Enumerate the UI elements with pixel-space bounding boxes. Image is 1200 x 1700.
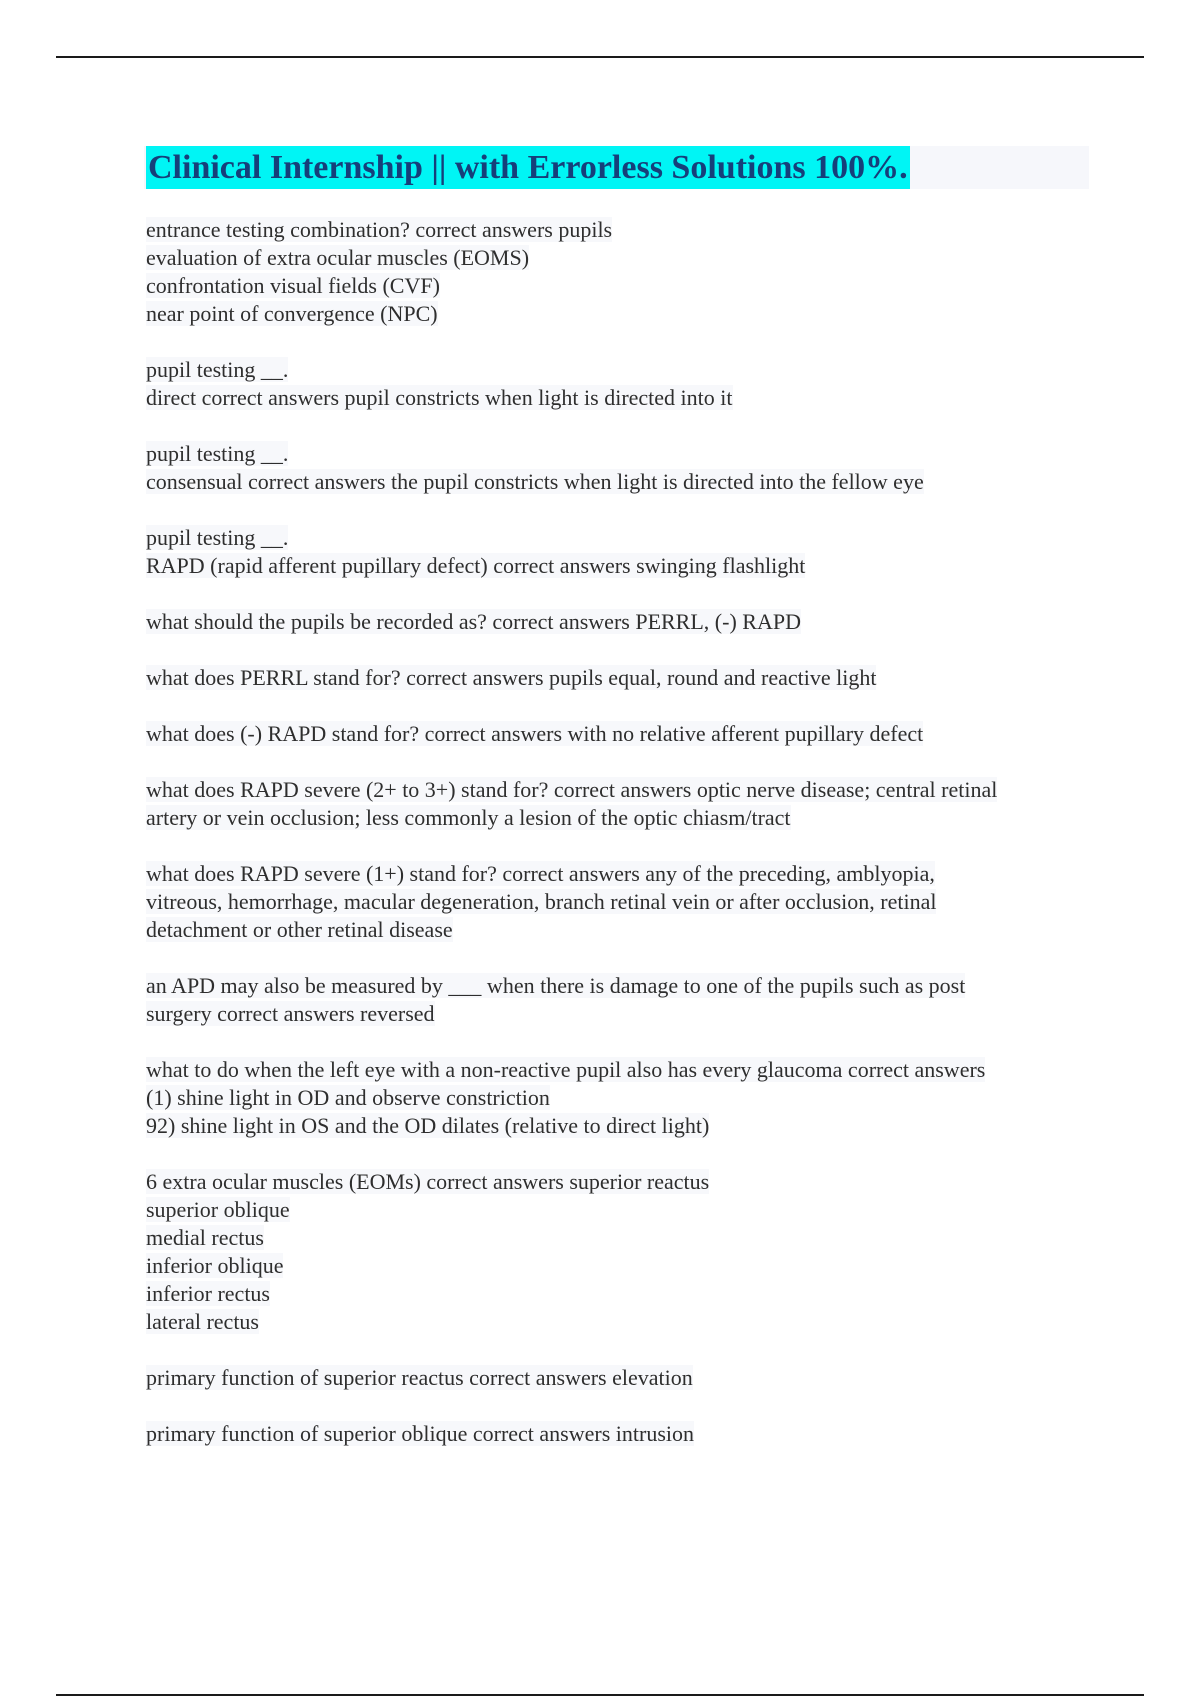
text-line: 92) shine light in OS and the OD dilates (relative to direct light) xyxy=(146,1113,710,1138)
text-line: what does RAPD severe (1+) stand for? correct answers any of the preceding, amblyopia, xyxy=(146,861,935,886)
text-line: near point of convergence (NPC) xyxy=(146,301,438,326)
text-line: detachment or other retinal disease xyxy=(146,917,453,942)
qa-entry xyxy=(146,440,1096,496)
document-body xyxy=(146,216,1096,1476)
qa-entry xyxy=(146,524,1096,580)
text-line: vitreous, hemorrhage, macular degeneration, branch retinal vein or after occlusion, retinal xyxy=(146,889,937,914)
page-bottom-rule xyxy=(56,1694,1144,1696)
qa-entry xyxy=(146,1056,1096,1140)
text-line: what should the pupils be recorded as? correct answers PERRL, (-) RAPD xyxy=(146,609,801,634)
page-top-rule xyxy=(56,56,1144,58)
text-line: inferior oblique xyxy=(146,1253,284,1278)
qa-entry xyxy=(146,972,1096,1028)
text-line: artery or vein occlusion; less commonly a lesion of the optic chiasm/tract xyxy=(146,805,791,830)
text-line: what does RAPD severe (2+ to 3+) stand for? correct answers optic nerve disease; central retinal xyxy=(146,777,998,802)
text-line: inferior rectus xyxy=(146,1281,270,1306)
text-line: entrance testing combination? correct answers pupils xyxy=(146,217,613,242)
text-line: lateral rectus xyxy=(146,1309,259,1334)
text-line: confrontation visual fields (CVF) xyxy=(146,273,440,298)
text-line: an APD may also be measured by ___ when there is damage to one of the pupils such as post xyxy=(146,973,966,998)
text-line: primary function of superior oblique correct answers intrusion xyxy=(146,1421,695,1446)
text-line: RAPD (rapid afferent pupillary defect) correct answers swinging flashlight xyxy=(146,553,806,578)
qa-entry xyxy=(146,1168,1096,1336)
qa-entry xyxy=(146,664,1096,692)
text-line: pupil testing __. xyxy=(146,525,289,550)
text-line: what to do when the left eye with a non-reactive pupil also has every glaucoma correct answers xyxy=(146,1057,986,1082)
text-line: surgery correct answers reversed xyxy=(146,1001,435,1026)
qa-entry xyxy=(146,216,1096,328)
text-line: superior oblique xyxy=(146,1197,290,1222)
text-line: what does (-) RAPD stand for? correct answers with no relative afferent pupillary defect xyxy=(146,721,924,746)
qa-entry xyxy=(146,720,1096,748)
text-line: (1) shine light in OD and observe constriction xyxy=(146,1085,550,1110)
text-line: primary function of superior reactus correct answers elevation xyxy=(146,1365,693,1390)
text-line: pupil testing __. xyxy=(146,357,289,382)
text-line: what does PERRL stand for? correct answers pupils equal, round and reactive light xyxy=(146,665,877,690)
qa-entry xyxy=(146,608,1096,636)
text-line: pupil testing __. xyxy=(146,441,289,466)
text-line: direct correct answers pupil constricts when light is directed into it xyxy=(146,385,733,410)
qa-entry xyxy=(146,1364,1096,1392)
text-line: consensual correct answers the pupil constricts when light is directed into the fellow eye xyxy=(146,469,924,494)
qa-entry xyxy=(146,356,1096,412)
text-line: medial rectus xyxy=(146,1225,264,1250)
text-line: 6 extra ocular muscles (EOMs) correct answers superior reactus xyxy=(146,1169,710,1194)
document-title: Clinical Internship || with Errorless Solutions 100%. xyxy=(146,146,910,189)
text-line: evaluation of extra ocular muscles (EOMS) xyxy=(146,245,530,270)
qa-entry xyxy=(146,776,1096,832)
qa-entry xyxy=(146,1420,1096,1448)
qa-entry xyxy=(146,860,1096,944)
